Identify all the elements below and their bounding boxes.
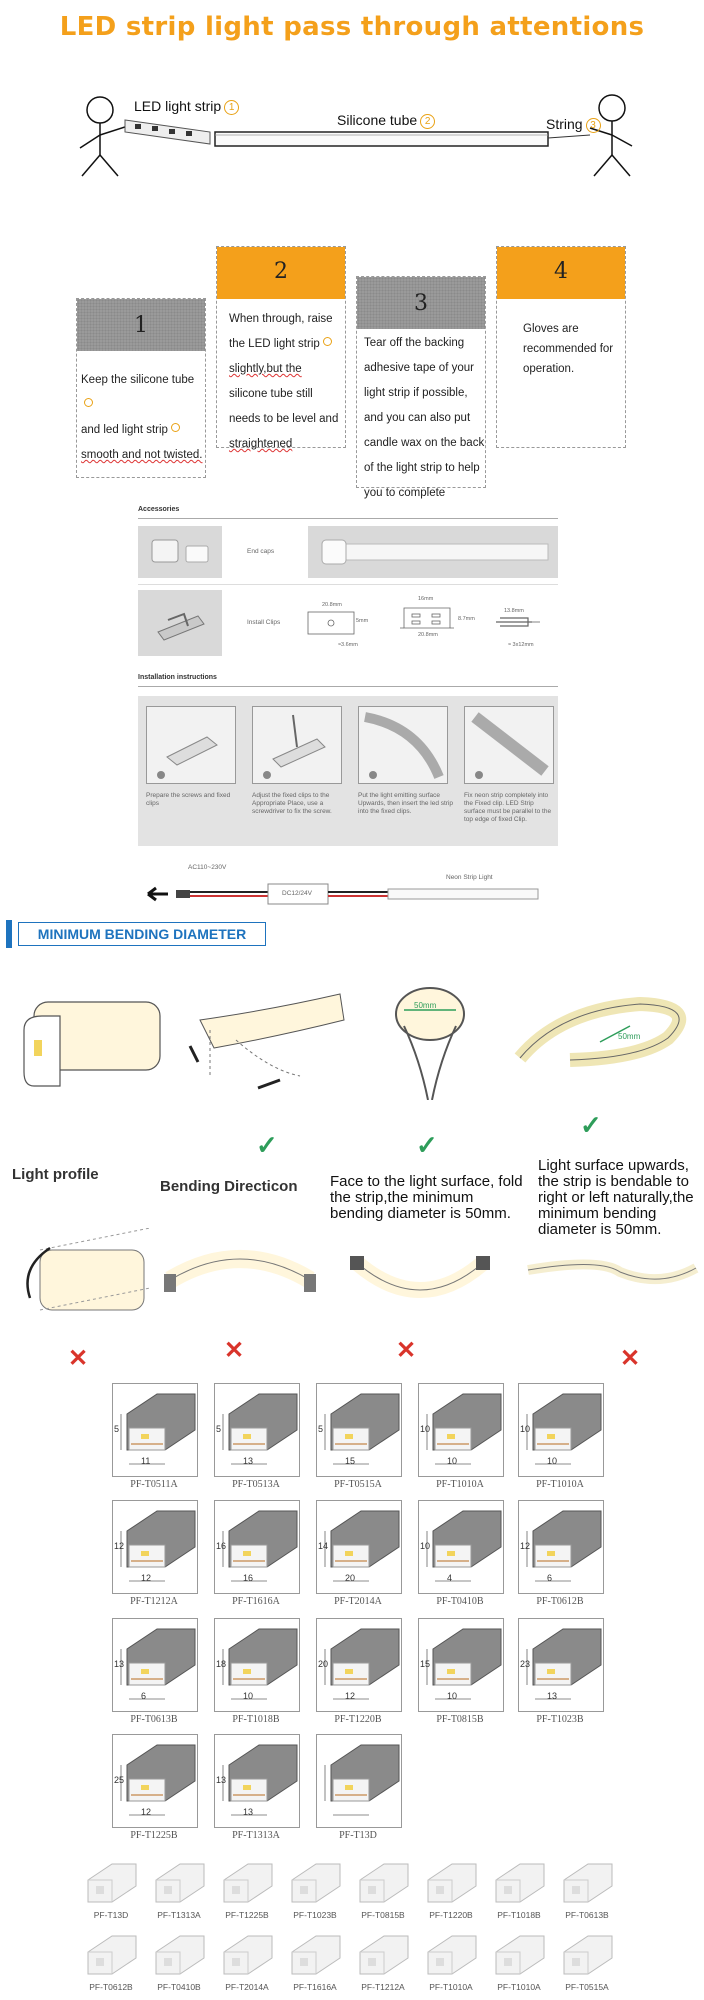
- profile-height-label: 10: [420, 1424, 431, 1434]
- step-line: Keep the silicone tube: [81, 368, 205, 418]
- product-photo: [490, 1928, 548, 1978]
- step-card-2: [216, 246, 346, 448]
- install-clips-label: Install Clips: [247, 619, 281, 626]
- profile-name: PF-T0513A: [232, 1479, 280, 1490]
- profile-drawing: [317, 1619, 401, 1711]
- product-photo-name: PF-T1212A: [361, 1982, 405, 1992]
- profile-width-label: 20: [345, 1573, 356, 1583]
- profile-drawing: [419, 1501, 503, 1593]
- cross-icon: ✕: [396, 1337, 417, 1364]
- product-photo-name: PF-T1220B: [429, 1910, 473, 1920]
- profile-cell: [316, 1618, 402, 1712]
- profile-height-label: 12: [114, 1541, 125, 1551]
- profile-cell: [418, 1383, 504, 1477]
- bending-banner-title: MINIMUM BENDING DIAMETER: [18, 922, 266, 946]
- profile-drawing: [519, 1619, 603, 1711]
- dim-label: 5mm: [356, 618, 369, 624]
- profile-height-label: 10: [420, 1541, 431, 1551]
- stick-figures-illustration: [0, 80, 704, 190]
- step-line: you to complete: [364, 487, 446, 499]
- profile-name: PF-T0613B: [130, 1714, 178, 1725]
- profile-drawing: [317, 1735, 401, 1827]
- profile-drawing: [113, 1619, 197, 1711]
- profile-cell: [418, 1500, 504, 1594]
- profile-height-label: 5: [216, 1424, 222, 1434]
- profile-cell: [316, 1383, 402, 1477]
- divider: [138, 686, 558, 687]
- profile-drawing: [519, 1384, 603, 1476]
- string-label: String 3: [546, 116, 601, 133]
- profile-cell: [518, 1618, 604, 1712]
- product-photo: [150, 1928, 208, 1978]
- profile-height-label: 13: [114, 1659, 125, 1669]
- profile-width-label: 12: [141, 1573, 152, 1583]
- step-number: 2: [274, 259, 288, 284]
- product-photo: [82, 1928, 140, 1978]
- step-line: and led light strip: [81, 418, 205, 443]
- step-number: 3: [414, 291, 428, 316]
- profile-height-label: 18: [216, 1659, 227, 1669]
- profile-cell: [518, 1500, 604, 1594]
- install-clip-drawings: [300, 592, 560, 658]
- accessories-header: Accessories: [138, 506, 180, 513]
- install-step-text: Prepare the screws and fixed clips: [146, 792, 231, 807]
- profile-drawing: [419, 1619, 503, 1711]
- profile-name: PF-T1212A: [130, 1596, 178, 1607]
- installation-header: Installation instructions: [138, 674, 217, 681]
- profile-height-label: 20: [318, 1659, 329, 1669]
- product-photo-name: PF-T1616A: [293, 1982, 337, 1992]
- step-line: smooth and not twisted.: [81, 449, 203, 461]
- cross-icon: ✕: [224, 1337, 245, 1364]
- profile-drawing: [317, 1384, 401, 1476]
- profile-name: PF-T0815B: [436, 1714, 484, 1725]
- profile-drawing: [215, 1384, 299, 1476]
- profile-drawing: [215, 1501, 299, 1593]
- divider: [138, 518, 558, 519]
- profile-cell: [112, 1500, 198, 1594]
- install-step-image: [358, 706, 448, 784]
- profile-width-label: 13: [547, 1691, 558, 1701]
- silicone-tube-illustration: [215, 132, 590, 146]
- dim-label: 8.7mm: [458, 616, 475, 622]
- bending-direction-drawing: [190, 994, 344, 1088]
- step-line: light strip if possible,: [364, 387, 468, 399]
- profile-drawing: [215, 1735, 299, 1827]
- profile-height-label: 15: [420, 1659, 431, 1669]
- profile-width-label: 12: [141, 1807, 152, 1817]
- profile-name: PF-T1225B: [130, 1830, 178, 1841]
- profile-width-label: 4: [447, 1573, 453, 1583]
- product-photo-name: PF-T1018B: [497, 1910, 541, 1920]
- install-clip-image: [138, 590, 222, 656]
- divider: [138, 584, 558, 585]
- product-photo-name: PF-T1010A: [429, 1982, 473, 1992]
- profile-cell: [418, 1618, 504, 1712]
- product-photo-name: PF-T1313A: [157, 1910, 201, 1920]
- step-line: silicone tube still: [229, 388, 313, 400]
- product-photo-name: PF-T0612B: [89, 1982, 133, 1992]
- profile-height-label: 16: [216, 1541, 227, 1551]
- install-step-image: [464, 706, 554, 784]
- step-line: When through, raise: [229, 313, 333, 325]
- product-photo: [354, 1928, 412, 1978]
- bending-direction-label: Bending Directicon: [160, 1178, 298, 1195]
- end-caps-label: End caps: [247, 548, 275, 555]
- product-photo: [286, 1856, 344, 1906]
- profile-name: PF-T0511A: [130, 1479, 178, 1490]
- profile-width-label: 10: [243, 1691, 254, 1701]
- led-strip-label: LED light strip 1: [134, 98, 239, 115]
- profile-height-label: 5: [318, 1424, 324, 1434]
- page-title: LED strip light pass through attentions: [59, 12, 645, 42]
- profile-cell: [316, 1500, 402, 1594]
- step-line: candle wax on the back: [364, 437, 485, 449]
- dim-label: 20.8mm: [418, 632, 438, 638]
- step-line: of the light strip to help: [364, 462, 480, 474]
- product-photo: [490, 1856, 548, 1906]
- product-photo: [558, 1928, 616, 1978]
- profile-drawing: [113, 1735, 197, 1827]
- profile-width-label: 12: [345, 1691, 356, 1701]
- profile-cell: [214, 1734, 300, 1828]
- product-photo: [218, 1928, 276, 1978]
- profile-cell: [214, 1383, 300, 1477]
- step-card-4: [496, 246, 626, 448]
- product-photo-name: PF-T0613B: [565, 1910, 609, 1920]
- profile-drawing: [215, 1619, 299, 1711]
- fold-description: Face to the light surface, fold the strip,the minimum bending diameter is 50mm.: [330, 1173, 523, 1222]
- product-photo: [150, 1856, 208, 1906]
- diameter-label: 50mm: [618, 1032, 641, 1041]
- dim-label: 16mm: [418, 596, 434, 602]
- profile-width-label: 10: [547, 1456, 558, 1466]
- profile-name: PF-T1010A: [436, 1479, 484, 1490]
- product-photo-name: PF-T1023B: [293, 1910, 337, 1920]
- profile-name: PF-T0410B: [436, 1596, 484, 1607]
- product-photo: [558, 1856, 616, 1906]
- profile-height-label: 13: [216, 1775, 227, 1785]
- bending-illustrations: [0, 980, 704, 1100]
- product-photo: [422, 1856, 480, 1906]
- dc-voltage-label: DC12/24V: [282, 890, 312, 897]
- profile-cell: [214, 1500, 300, 1594]
- profile-name: PF-T1616A: [232, 1596, 280, 1607]
- step-line: adhesive tape of your: [364, 362, 474, 374]
- profile-drawing: [519, 1501, 603, 1593]
- step-number: 4: [554, 259, 568, 284]
- profile-name: PF-T1018B: [232, 1714, 280, 1725]
- step-line: needs to be level and: [229, 413, 339, 425]
- profile-name: PF-T1220B: [334, 1714, 382, 1725]
- step-line: Gloves are: [523, 323, 579, 335]
- dim-label: 13.8mm: [504, 608, 524, 614]
- step-number: 1: [134, 313, 148, 338]
- profile-name: PF-T13D: [339, 1830, 377, 1841]
- step-line: straightened: [229, 438, 293, 450]
- neon-strip-label: Neon Strip Light: [446, 874, 493, 881]
- profile-name: PF-T2014A: [334, 1596, 382, 1607]
- install-step-text: Adjust the fixed clips to the Appropriate Place, use a screwdriver to fix the screw.: [252, 792, 332, 815]
- profile-height-label: 5: [114, 1424, 120, 1434]
- product-photo: [218, 1856, 276, 1906]
- product-photo-name: PF-T1010A: [497, 1982, 541, 1992]
- dim-label: ≈ 3x12mm: [508, 642, 534, 648]
- profile-width-label: 11: [141, 1456, 151, 1466]
- install-step-image: [146, 706, 236, 784]
- product-photo-name: PF-T13D: [93, 1910, 129, 1920]
- profile-width-label: 13: [243, 1456, 254, 1466]
- profile-cell: [112, 1734, 198, 1828]
- bending-banner: [6, 920, 266, 948]
- product-photo-name: PF-T0515A: [565, 1982, 609, 1992]
- profile-name: PF-T1010A: [536, 1479, 584, 1490]
- profile-name: PF-T0612B: [536, 1596, 584, 1607]
- product-photo-name: PF-T2014A: [225, 1982, 269, 1992]
- product-photo-name: PF-T0410B: [157, 1982, 201, 1992]
- side-bend-drawing: [520, 1004, 679, 1060]
- check-icon: ✓: [256, 1130, 278, 1160]
- product-photo-name: PF-T0815B: [361, 1910, 405, 1920]
- install-step-text: Fix neon strip completely into the Fixed clip. LED Strip surface must be parallel to the top edge of fixed Clip.: [464, 792, 552, 823]
- light-profile-drawing: [24, 1002, 160, 1086]
- check-icon: ✓: [580, 1110, 602, 1140]
- end-cap-image: [138, 526, 222, 578]
- step-line: and you can also put: [364, 412, 471, 424]
- profile-height-label: 12: [520, 1541, 531, 1551]
- profile-height-label: 23: [520, 1659, 531, 1669]
- profile-drawing: [113, 1384, 197, 1476]
- diameter-label: 50mm: [414, 1001, 437, 1010]
- pass-through-diagram: [0, 80, 704, 190]
- cross-icon: ✕: [620, 1345, 641, 1372]
- cross-icon: ✕: [68, 1345, 89, 1372]
- ac-voltage-label: AC110~230V: [188, 864, 227, 871]
- profile-drawing: [317, 1501, 401, 1593]
- product-photo: [354, 1856, 412, 1906]
- install-step-text: Put the light emitting surface Upwards, then insert the led strip into the fixed clips.: [358, 792, 454, 815]
- profile-name: PF-T1023B: [536, 1714, 584, 1725]
- profile-width-label: 16: [243, 1573, 254, 1583]
- side-bend-description: Light surface upwards, the strip is bendable to right or left naturally,the minimum bending diameter is 50mm.: [538, 1157, 694, 1238]
- profile-width-label: 10: [447, 1456, 458, 1466]
- step-line: the LED light strip: [229, 332, 345, 357]
- step-line: slightly,but the: [229, 363, 302, 375]
- profile-cell: [316, 1734, 402, 1828]
- step-line: recommended for: [523, 343, 614, 355]
- product-photo: [82, 1856, 140, 1906]
- led-strip-illustration: [125, 120, 210, 144]
- product-photo: [422, 1928, 480, 1978]
- product-photo: [286, 1928, 344, 1978]
- step-line: Tear off the backing: [364, 337, 465, 349]
- installation-panel: [138, 696, 558, 846]
- profile-height-label: 10: [520, 1424, 531, 1434]
- silicone-tube-label: Silicone tube 2: [337, 112, 435, 129]
- dim-label: ≈3.6mm: [338, 642, 358, 648]
- profile-drawing: [113, 1501, 197, 1593]
- profile-cell: [112, 1618, 198, 1712]
- profile-width-label: 6: [141, 1691, 147, 1701]
- profile-name: PF-T0515A: [334, 1479, 382, 1490]
- profile-cell: [518, 1383, 604, 1477]
- profile-width-label: 15: [345, 1456, 356, 1466]
- step-line: operation.: [523, 363, 575, 375]
- step-card-1: [76, 298, 206, 478]
- profile-height-label: 25: [114, 1775, 125, 1785]
- step-card-3: [356, 276, 486, 499]
- profile-height-label: 14: [318, 1541, 329, 1551]
- profile-cell: [214, 1618, 300, 1712]
- install-step-image: [252, 706, 342, 784]
- light-profile-label: Light profile: [12, 1166, 99, 1183]
- wiring-diagram: [138, 860, 558, 910]
- profile-width-label: 6: [547, 1573, 553, 1583]
- end-cap-strip-image: [308, 526, 558, 578]
- wrong-bending-illustrations: [0, 1228, 704, 1328]
- profile-width-label: 10: [447, 1691, 458, 1701]
- check-icon: ✓: [416, 1130, 438, 1160]
- dim-label: 20.8mm: [322, 602, 342, 608]
- product-photo-name: PF-T1225B: [225, 1910, 269, 1920]
- profile-cell: [112, 1383, 198, 1477]
- profile-name: PF-T1313A: [232, 1830, 280, 1841]
- profile-drawing: [419, 1384, 503, 1476]
- profile-width-label: 13: [243, 1807, 254, 1817]
